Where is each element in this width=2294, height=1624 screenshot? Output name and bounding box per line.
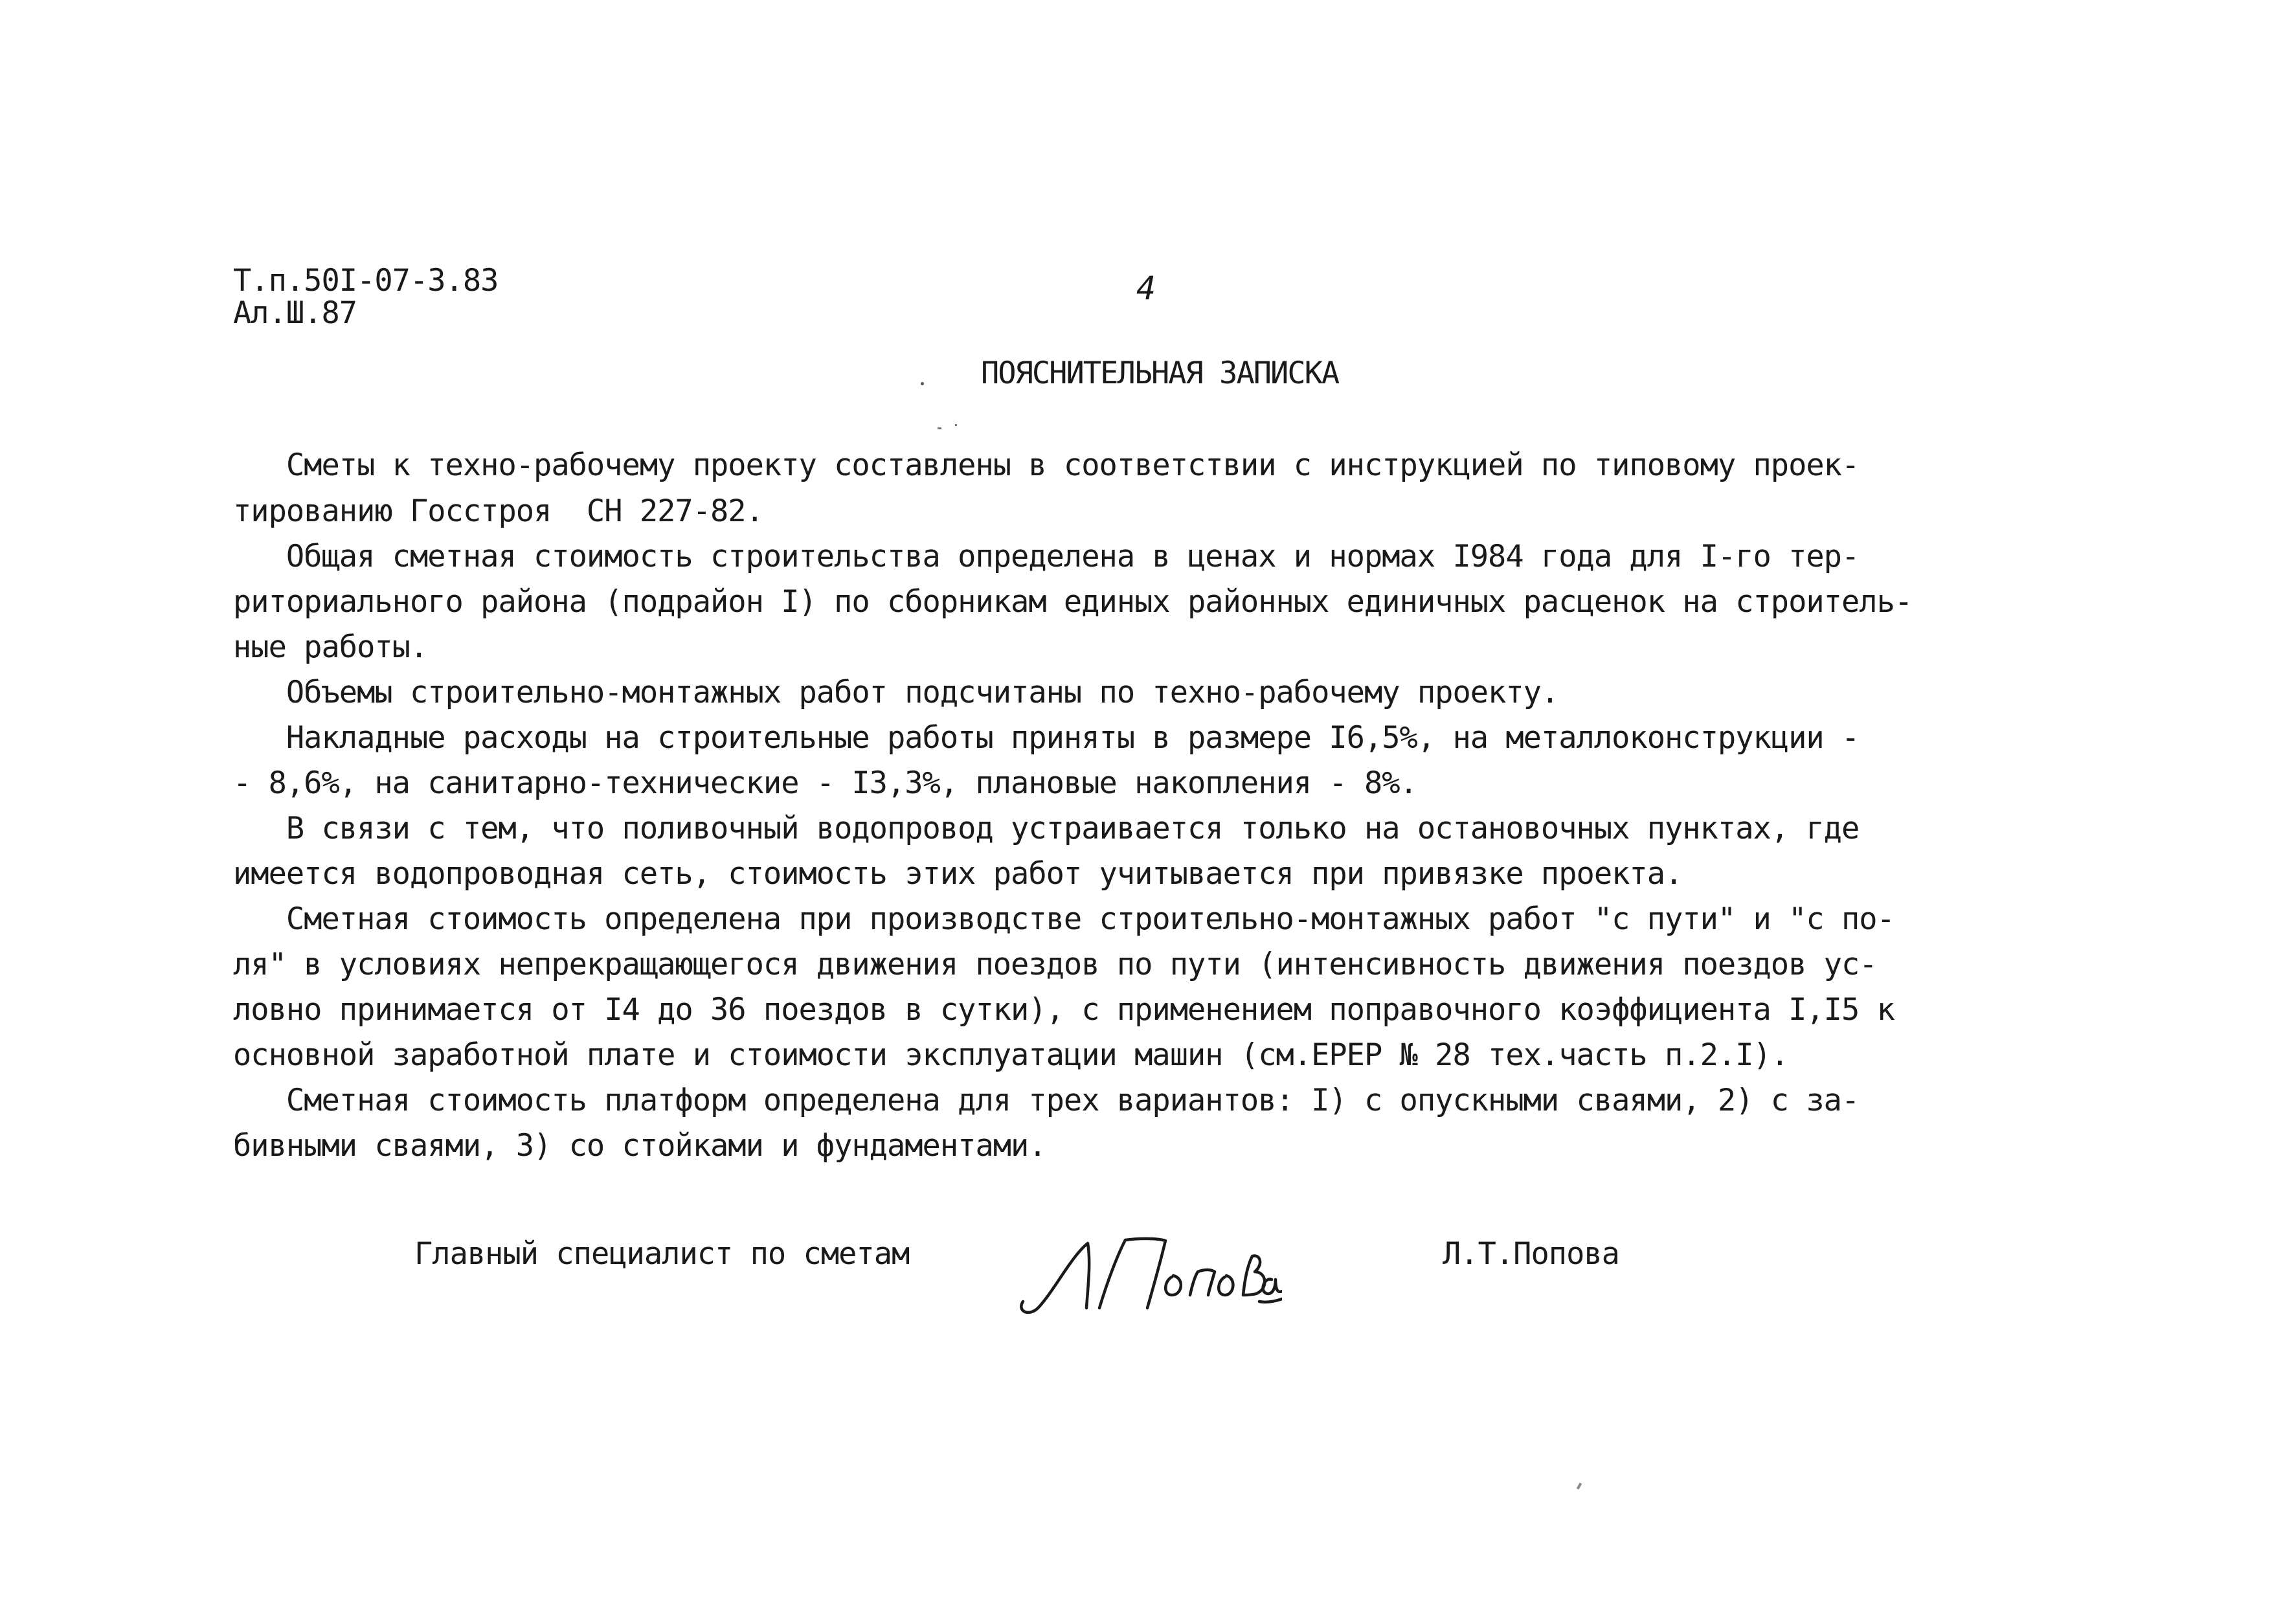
body-line: Общая сметная стоимость строительства определена в ценах и нормах I984 года для I-го тер-	[233, 539, 1860, 574]
document-title: ПОЯСНИТЕЛЬНАЯ ЗАПИСКА	[981, 355, 1339, 391]
body-line: Накладные расходы на строительные работы приняты в размере I6,5%, на металлоконструкции -	[233, 720, 1860, 756]
scan-speck	[1577, 1483, 1582, 1490]
body-line: Сметная стоимость определена при производстве строительно-монтажных работ "с пути" и "с по-	[233, 901, 1895, 937]
scan-speck	[921, 382, 924, 385]
body-line: - 8,6%, на санитарно-технические - I3,3%, плановые накопления - 8%.	[233, 765, 1417, 801]
body-line: Объемы строительно-монтажных работ подсчитаны по техно-рабочему проекту.	[233, 675, 1559, 710]
doc-code-line-2: Ал.Ш.87	[233, 295, 357, 331]
body-line: ные работы.	[233, 629, 428, 665]
body-line: В связи с тем, что поливочный водопровод устраивается только на остановочных пунктах, где	[233, 811, 1860, 846]
body-line: основной заработной плате и стоимости эксплуатации машин (см.ЕРЕР № 28 тех.часть п.2.I).	[233, 1037, 1789, 1073]
signature-role: Главный специалист по сметам	[414, 1236, 910, 1272]
scan-speck	[938, 427, 941, 429]
doc-code-line-1: Т.п.50I-07-3.83	[233, 263, 499, 299]
signatory-name: Л.Т.Попова	[1443, 1236, 1619, 1272]
body-line: риториального района (подрайон I) по сборникам единых районных единичных расценок на строитель-	[233, 584, 1913, 620]
body-line: имеется водопроводная сеть, стоимость этих работ учитывается при привязке проекта.	[233, 856, 1683, 892]
body-line: бивными сваями, 3) со стойками и фундаментами.	[233, 1128, 1046, 1164]
handwritten-signature	[1010, 1204, 1282, 1327]
body-line: тированию Госстроя СН 227-82.	[233, 493, 763, 529]
body-line: ловно принимается от I4 до 36 поездов в сутки), с применением поправочного коэффициента I,I5 к	[233, 992, 1895, 1028]
body-line: ля" в условиях непрекращающегося движения поездов по пути (интенсивность движения поездов ус-	[233, 947, 1877, 982]
body-line: Сметная стоимость платформ определена для трех вариантов: I) с опускными сваями, 2) с за-	[233, 1083, 1860, 1118]
page-number: 4	[1136, 269, 1156, 307]
body-line: Сметы к техно-рабочему проекту составлены в соответствии с инструкцией по типовому проек-	[233, 447, 1860, 483]
scan-speck	[955, 424, 957, 426]
